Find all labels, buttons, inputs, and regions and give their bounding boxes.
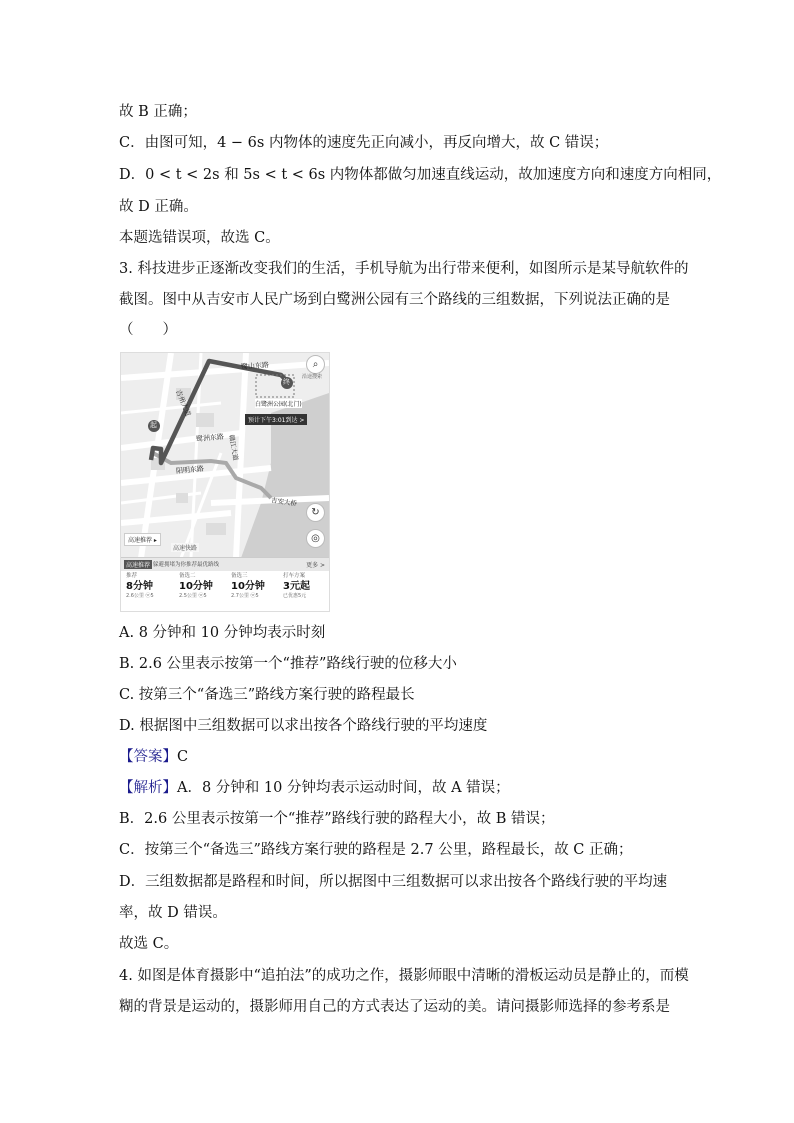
question-4-stem: 糊的背景是运动的，摄影师用自己的方式表达了运动的美。请问摄影师选择的参考系是 <box>119 999 670 1015</box>
route-option-detail: 2.6公里 ⓦ5 <box>126 593 154 599</box>
question-3-stem: 3. 科技进步正逐渐改变我们的生活，手机导航为出行带来便利，如图所示是某导航软件的 <box>119 261 689 277</box>
analysis-tag: 【解析】 <box>119 780 177 796</box>
text-line: C．由图可知，4 − 6s 内物体的速度先正向减小，再反向增大，故 C 错误； <box>119 135 609 151</box>
route-option-time: 8分钟 <box>126 581 153 592</box>
route-option-detail: 2.5公里 ⓦ5 <box>179 593 207 599</box>
text-line: D．0 < t < 2s 和 5s < t < 6s 内物体都做匀加速直线运动，故加速度方向和速度方向相同， <box>119 167 722 183</box>
option-d: D. 根据图中三组数据可以求出按各个路线行驶的平均速度 <box>119 718 488 734</box>
route-option-name: 备选三 <box>231 573 248 579</box>
route-option-time: 10分钟 <box>231 581 265 592</box>
text-line: 故 B 正确； <box>119 104 197 120</box>
answer-blank: （ ） <box>119 322 177 338</box>
route-option-name: 推荐 <box>126 573 138 579</box>
analysis-line: 率，故 D 错误。 <box>119 905 227 921</box>
question-4-stem: 4. 如图是体育摄影中“追拍法”的成功之作，摄影师眼中清晰的滑板运动员是静止的，而模 <box>119 968 689 984</box>
route-option-name: 备选二 <box>179 573 196 579</box>
route-option-time: 3元起 <box>283 581 310 592</box>
route-option[interactable] <box>231 573 281 600</box>
route-panel-more[interactable]: 更多 > <box>306 562 325 569</box>
analysis-line: C．按第三个“备选三”路线方案行驶的路程是 2.7 公里，路程最长，故 C 正确； <box>119 842 633 858</box>
road-label: 阳明东路 <box>175 464 205 476</box>
analysis-line: D．三组数据都是路程和时间，所以据图中三组数据可以求出按各个路线行驶的平均速 <box>119 874 668 890</box>
destination-label: 白鹭洲公园(北门) <box>255 401 302 408</box>
route-option[interactable] <box>126 573 176 600</box>
locate-icon[interactable]: ◎ <box>306 529 325 548</box>
route-panel <box>121 557 329 612</box>
road-label: 吉安大桥 <box>270 496 298 508</box>
option-b: B. 2.6 公里表示按第一个“推荐”路线行驶的位移大小 <box>119 656 457 672</box>
eta-bubble[interactable]: 预计下午3:01到达 > <box>245 414 307 425</box>
route-option-name: 打车方案 <box>283 573 306 579</box>
route-panel-header <box>121 558 329 571</box>
route-hint-label: 高速快路 <box>173 545 198 552</box>
end-marker-label: 终 <box>283 378 290 386</box>
answer-line <box>119 747 188 767</box>
route-option-detail: 已优惠5元 <box>283 593 307 599</box>
option-c: C. 按第三个“备选三”路线方案行驶的路程最长 <box>119 687 415 703</box>
route-panel-tab[interactable]: 高速推荐 <box>126 562 151 569</box>
road-label: 赣江大道 <box>227 434 240 462</box>
refresh-icon[interactable]: ↻ <box>306 503 325 522</box>
text-line: 故 D 正确。 <box>119 199 198 215</box>
navigation-map-figure <box>120 352 330 612</box>
road-label: 鹭山东路 <box>240 361 270 371</box>
map-canvas <box>121 353 329 558</box>
question-3-stem: 截图。图中从吉安市人民广场到白鹭洲公园有三个路线的三组数据，下列说法正确的是 <box>119 292 670 308</box>
answer-value: C <box>177 749 189 765</box>
route-preference-button[interactable]: 高速推荐 ▸ <box>124 533 161 546</box>
search-icon[interactable]: ⌕ <box>306 355 325 374</box>
option-a: A. 8 分钟和 10 分钟均表示时刻 <box>119 625 326 641</box>
conclusion-line: 故选 C。 <box>119 936 179 952</box>
analysis-text: A．8 分钟和 10 分钟均表示运动时间，故 A 错误； <box>177 780 510 796</box>
analysis-line <box>119 778 510 798</box>
route-option-detail: 2.7公里 ⓦ5 <box>231 593 259 599</box>
start-marker-label: 起 <box>150 421 157 429</box>
search-label: 沿途搜索 <box>302 374 323 380</box>
route-option-time: 10分钟 <box>179 581 213 592</box>
analysis-line: B．2.6 公里表示按第一个“推荐”路线行驶的路程大小，故 B 错误； <box>119 811 555 827</box>
answer-tag: 【答案】 <box>119 749 177 765</box>
road-label: 吉州大道 <box>174 388 192 418</box>
road-label: 鹭洲东路 <box>195 432 225 444</box>
route-option[interactable] <box>283 573 330 600</box>
route-panel-hint: 躲避拥堵为你推荐最优路线 <box>153 562 220 568</box>
text-line: 本题选错误项，故选 C。 <box>119 230 280 246</box>
route-option[interactable] <box>179 573 229 600</box>
